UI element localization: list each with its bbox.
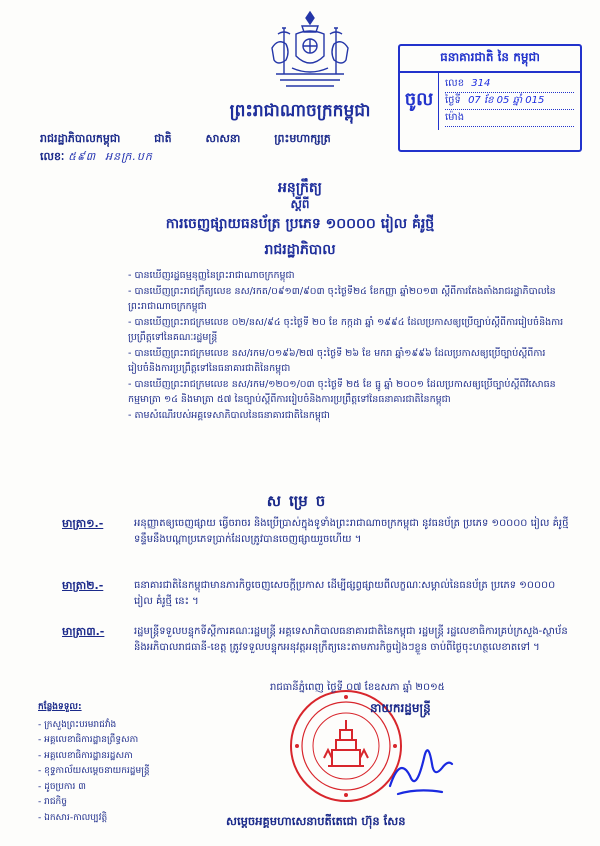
document-type: អនុក្រឹត្យ xyxy=(278,180,322,196)
article-label: មាត្រា២.- xyxy=(62,579,104,592)
signature-icon xyxy=(380,728,456,804)
recipient-item: - រាជកិច្ច xyxy=(38,797,67,807)
bank-receipt-stamp xyxy=(398,44,582,152)
signing-date: រាជធានីភ្នំពេញ ថ្ងៃទី ០៧ ខែឧសភា ឆ្នាំ ២០១៥ xyxy=(270,682,445,693)
consideration-item: - បានឃើញព្រះរាជក្រមលេខ នស/រកម/១២០១/០៣ ចុះថ្ងៃទី ២៥ ខែ ធ្នូ ឆ្នាំ ២០០១ ដែលប្រកាសឲ្យប្រើច្បាប់ស្តីពីវិសោធនកម្មមាត្រា ១៤ និងមាត្រា ៥៧ នៃច្បាប់ស្តីពីការរៀបចំនិងការប្រព្រឹត្តទៅនៃធនាគារជាតិនៃកម្ពុជា xyxy=(128,379,556,405)
header-line xyxy=(40,132,361,148)
article-label: មាត្រា៣.- xyxy=(62,625,105,638)
motto-king: ព្រះមហាក្សត្រ xyxy=(274,132,331,145)
consideration-item: - តាមសំណើរបស់អគ្គទេសាភិបាលនៃធនាគារជាតិនៃកម្ពុជា xyxy=(128,410,330,421)
number-value: 314 xyxy=(471,78,491,89)
number-label: លេខ xyxy=(445,78,465,89)
recipient-item: - ដូចប្រការ ៣ xyxy=(38,781,86,792)
document-about: ស្តីពី xyxy=(290,197,310,211)
article-text: រដ្ឋមន្ត្រីទទួលបន្ទុកទីស្តីការគណៈរដ្ឋមន្ត្រី អគ្គទេសាភិបាលធនាគារជាតិនៃកម្ពុជា រដ្ឋមន្ត្រី រដ្ឋលេខាធិការគ្រប់ក្រសួង-ស្ថាប័ន និងអភិបាលរាជធានី-ខេត្ត ត្រូវទទួលបន្ទុកអនុវត្តអនុក្រឹត្យនេះតាមភារកិច្ចរៀងៗខ្លួន ចាប់ពីថ្ងៃចុះហត្ថលេខាតទៅ ។ xyxy=(134,626,568,653)
article-label: មាត្រា១.- xyxy=(62,517,104,530)
recipient-item: - អគ្គលេខាធិការដ្ឋានរដ្ឋសភា xyxy=(38,750,133,761)
decision-heading: សម្រេច xyxy=(266,492,334,510)
motto-religion: សាសនា xyxy=(205,132,241,145)
bank-stamp-date-line xyxy=(445,93,574,110)
bank-stamp-title: ធនាគារជាតិ នៃ កម្ពុជា xyxy=(400,46,580,73)
reference-number xyxy=(40,150,153,166)
signatory-title: នាយករដ្ឋមន្ត្រី xyxy=(370,701,431,715)
consideration-item: - បានឃើញព្រះរាជក្រមលេខ នស/រកម/០១៩៦/២៧ ចុះថ្ងៃទី ២៦ ខែ មករា ឆ្នាំ១៩៩៦ ដែលប្រកាសឲ្យប្រើច្បាប់ស្តីពីការរៀបចំនិងការប្រព្រឹត្តទៅនៃធនាគារជាតិនៃកម្ពុជា xyxy=(128,348,546,374)
article-text: ធនាគារជាតិនៃកម្ពុជាមានភារកិច្ចចេញសេចក្តីប្រកាស ដើម្បីផ្សព្វផ្សាយពីលក្ខណៈសម្គាល់នៃធនប័ត្រ ប្រភេទ ១០០០០ រៀល គំរូថ្មី នេះ ។ xyxy=(134,580,556,607)
consideration-item: - បានឃើញព្រះរាជក្រឹត្យលេខ នស/រកត/០៩១៣/៩០៣ ចុះថ្ងៃទី២៤ ខែកញ្ញា ឆ្នាំ២០១៣ ស្តីពីការតែងតាំងរាជរដ្ឋាភិបាលនៃព្រះរាជាណាចក្រកម្ពុជា xyxy=(128,286,556,312)
recipient-item: - ក្រសួងព្រះបរមរាជវាំង xyxy=(38,719,117,730)
recipient-item: - អគ្គលេខាធិការដ្ឋានព្រឹទ្ធសភា xyxy=(38,735,139,745)
article-2 xyxy=(62,578,572,610)
article-1 xyxy=(62,516,572,548)
date-value: 07 ខែ 05 ឆ្នាំ 015 xyxy=(468,95,545,106)
date-label: ថ្ងៃទី xyxy=(445,95,461,106)
motto-nation: ជាតិ xyxy=(154,132,172,145)
government-label: រាជរដ្ឋាភិបាលកម្ពុជា xyxy=(40,132,121,145)
considerations-list xyxy=(128,268,566,424)
consideration-item: - បានឃើញព្រះរាជក្រមលេខ ០២/នស/៩៤ ចុះថ្ងៃទី ២០ ខែ កក្កដា ឆ្នាំ ១៩៩៤ ដែលប្រកាសឲ្យប្រើច្បាប់ស្តីពីការរៀបចំនិងការប្រព្រឹត្តទៅនៃគណៈរដ្ឋមន្ត្រី xyxy=(128,317,564,343)
ref-value: ៥៩៣ ​ អនក្រ.បក xyxy=(68,150,153,163)
article-text: អនុញ្ញាតឲ្យចេញផ្សាយ ធ្វើចរាចរ និងប្រើប្រាស់ក្នុងទូទាំងព្រះរាជាណាចក្រកម្ពុជា នូវធនប័ត្រ ប្រភេទ ១០០០០ រៀល គំរូថ្មី ទន្ទឹមនឹងបណ្តាប្រភេទប្រាក់ដែលត្រូវបានចេញផ្សាយរួចហើយ ។ xyxy=(134,518,569,545)
recipients-list xyxy=(38,700,150,826)
article-3 xyxy=(62,624,572,656)
recipient-item: - ខុទ្ទកាល័យសម្តេចនាយករដ្ឋមន្ត្រី xyxy=(38,766,150,776)
bank-stamp-record: ចូល xyxy=(400,73,439,130)
bank-stamp-time-line xyxy=(445,110,574,127)
signatory-name: សម្តេចអគ្គមហាសេនាបតីតេជោ ហ៊ុន សែន xyxy=(226,814,406,828)
consideration-item: - បានឃើញរដ្ឋធម្មនុញ្ញនៃព្រះរាជាណាចក្រកម្ពុជា xyxy=(128,270,295,281)
document-subject: ការចេញផ្សាយធនប័ត្រ ប្រភេទ ១០០០០ រៀល គំរូថ្មី xyxy=(165,216,435,232)
time-label: ម៉ោង xyxy=(445,112,465,123)
royal-emblem-icon xyxy=(262,8,358,92)
issuer-heading: រាជរដ្ឋាភិបាល xyxy=(264,242,336,258)
recipient-item: - ឯកសារ-កាលប្បវត្តិ xyxy=(38,812,108,823)
bank-stamp-number-line xyxy=(445,76,574,93)
recipients-heading: កន្លែងទទួល: xyxy=(38,702,82,712)
ref-label: លេខៈ xyxy=(40,150,65,163)
kingdom-title: ព្រះរាជាណាចក្រកម្ពុជា xyxy=(229,101,371,121)
